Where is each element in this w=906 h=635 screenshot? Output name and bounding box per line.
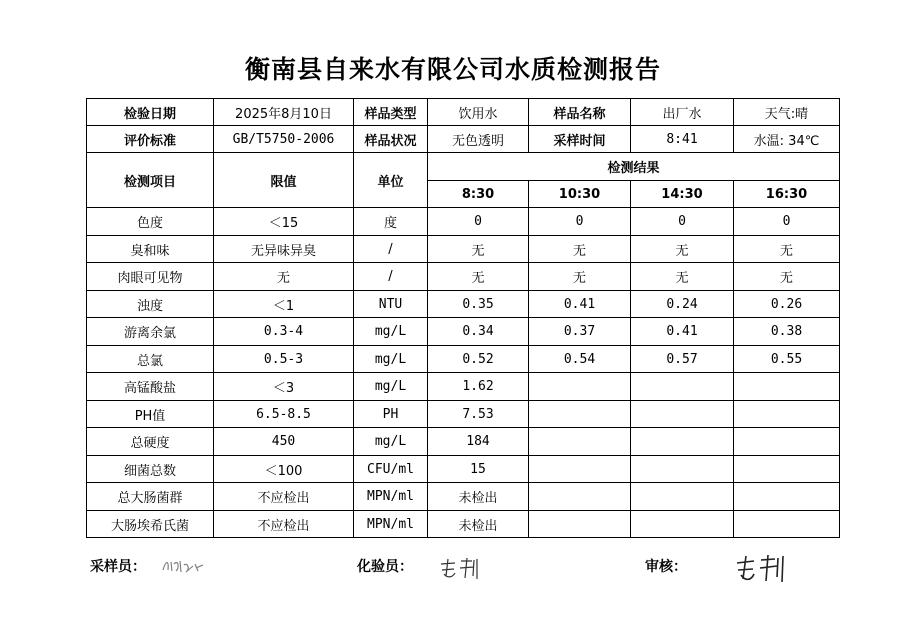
result-value: 0.57 xyxy=(631,346,734,373)
result-value xyxy=(734,456,840,483)
time-header: 16:30 xyxy=(734,181,840,208)
result-value: 184 xyxy=(428,428,529,456)
limit-value: 无异味异臭 xyxy=(214,236,354,263)
limit-value: ＜3 xyxy=(214,373,354,401)
result-value xyxy=(631,373,734,401)
result-value xyxy=(529,456,631,483)
result-value: 无 xyxy=(734,236,840,263)
unit-value: / xyxy=(354,263,428,291)
table-row xyxy=(87,208,840,236)
tester-label: 化验员： xyxy=(357,559,413,575)
sampler-signature xyxy=(160,556,206,576)
limit-value: 6.5-8.5 xyxy=(214,401,354,428)
result-value xyxy=(529,373,631,401)
result-value: 0.38 xyxy=(734,318,840,346)
result-value: 无 xyxy=(631,263,734,291)
column-header-row xyxy=(87,153,840,181)
reviewer-label: 审核： xyxy=(645,559,687,575)
sample-name-value: 出厂水 xyxy=(631,99,734,126)
result-value: 15 xyxy=(428,456,529,483)
result-value: 无 xyxy=(428,263,529,291)
result-value xyxy=(631,401,734,428)
table-row xyxy=(87,373,840,401)
item-name: 游离余氯 xyxy=(87,318,214,346)
time-header: 8:30 xyxy=(428,181,529,208)
item-name: 浊度 xyxy=(87,291,214,318)
limit-value: 0.3-4 xyxy=(214,318,354,346)
result-value: 无 xyxy=(734,263,840,291)
result-value: 0.26 xyxy=(734,291,840,318)
result-value: 0.34 xyxy=(428,318,529,346)
time-header: 14:30 xyxy=(631,181,734,208)
item-name: 总大肠菌群 xyxy=(87,483,214,511)
unit-value: NTU xyxy=(354,291,428,318)
reviewer-signature xyxy=(732,553,788,585)
table-row xyxy=(87,428,840,456)
result-value xyxy=(631,428,734,456)
table-row xyxy=(87,456,840,483)
item-name: 细菌总数 xyxy=(87,456,214,483)
sample-name-label: 样品名称 xyxy=(529,99,631,126)
result-value: 7.53 xyxy=(428,401,529,428)
unit-value: mg/L xyxy=(354,318,428,346)
table-row xyxy=(87,346,840,373)
result-value: 未检出 xyxy=(428,483,529,511)
table-row xyxy=(87,263,840,291)
sample-state-value: 无色透明 xyxy=(428,126,529,153)
weather-value: 天气:晴 xyxy=(734,99,840,126)
result-value xyxy=(734,373,840,401)
item-name: 大肠埃希氏菌 xyxy=(87,511,214,538)
limit-value: 450 xyxy=(214,428,354,456)
result-value: 0 xyxy=(428,208,529,236)
result-value: 0 xyxy=(734,208,840,236)
unit-column-header: 单位 xyxy=(354,153,428,208)
result-value xyxy=(529,401,631,428)
tester-signature xyxy=(436,556,482,582)
unit-value: MPN/ml xyxy=(354,511,428,538)
limit-value: 不应检出 xyxy=(214,511,354,538)
limit-value: 0.5-3 xyxy=(214,346,354,373)
result-value xyxy=(529,428,631,456)
item-name: 色度 xyxy=(87,208,214,236)
unit-value: / xyxy=(354,236,428,263)
table-row xyxy=(87,236,840,263)
item-name: 总硬度 xyxy=(87,428,214,456)
table-row xyxy=(87,511,840,538)
item-name: 臭和味 xyxy=(87,236,214,263)
standard-value: GB/T5750-2006 xyxy=(214,126,354,153)
water-temp-value: 水温: 34℃ xyxy=(734,126,840,153)
date-label: 检验日期 xyxy=(87,99,214,126)
result-value: 无 xyxy=(529,236,631,263)
limit-value: ＜100 xyxy=(214,456,354,483)
result-value: 无 xyxy=(631,236,734,263)
results-column-header: 检测结果 xyxy=(428,153,840,181)
unit-value: MPN/ml xyxy=(354,483,428,511)
result-value xyxy=(631,456,734,483)
result-value xyxy=(734,428,840,456)
result-value: 0 xyxy=(529,208,631,236)
item-name: PH值 xyxy=(87,401,214,428)
header-row-standard xyxy=(87,126,840,153)
result-value xyxy=(529,483,631,511)
sample-state-label: 样品状况 xyxy=(354,126,428,153)
item-name: 高锰酸盐 xyxy=(87,373,214,401)
table-row xyxy=(87,401,840,428)
table-row xyxy=(87,291,840,318)
unit-value: mg/L xyxy=(354,373,428,401)
result-value: 0.24 xyxy=(631,291,734,318)
unit-value: CFU/ml xyxy=(354,456,428,483)
unit-value: mg/L xyxy=(354,428,428,456)
unit-value: mg/L xyxy=(354,346,428,373)
result-value xyxy=(734,483,840,511)
result-value: 未检出 xyxy=(428,511,529,538)
table-row xyxy=(87,483,840,511)
result-value: 0.37 xyxy=(529,318,631,346)
result-value: 无 xyxy=(529,263,631,291)
header-row-date xyxy=(87,99,840,126)
limit-value: 不应检出 xyxy=(214,483,354,511)
result-value xyxy=(631,483,734,511)
time-header: 10:30 xyxy=(529,181,631,208)
sampling-time-label: 采样时间 xyxy=(529,126,631,153)
result-value xyxy=(734,401,840,428)
limit-value: ＜15 xyxy=(214,208,354,236)
limit-value: 无 xyxy=(214,263,354,291)
item-name: 肉眼可见物 xyxy=(87,263,214,291)
unit-value: PH xyxy=(354,401,428,428)
item-name: 总氯 xyxy=(87,346,214,373)
item-column-header: 检测项目 xyxy=(87,153,214,208)
table-row xyxy=(87,318,840,346)
unit-value: 度 xyxy=(354,208,428,236)
sample-type-label: 样品类型 xyxy=(354,99,428,126)
result-value: 0.55 xyxy=(734,346,840,373)
result-value: 无 xyxy=(428,236,529,263)
standard-label: 评价标准 xyxy=(87,126,214,153)
result-value: 0.52 xyxy=(428,346,529,373)
result-value: 0.41 xyxy=(529,291,631,318)
result-value xyxy=(631,511,734,538)
date-value: 2025年8月10日 xyxy=(214,99,354,126)
sample-type-value: 饮用水 xyxy=(428,99,529,126)
sampler-label: 采样员： xyxy=(90,559,146,575)
result-value: 1.62 xyxy=(428,373,529,401)
result-value xyxy=(734,511,840,538)
result-value: 0.54 xyxy=(529,346,631,373)
limit-column-header: 限值 xyxy=(214,153,354,208)
result-value: 0 xyxy=(631,208,734,236)
limit-value: ＜1 xyxy=(214,291,354,318)
water-quality-table xyxy=(86,98,840,538)
report-title: 衡南县自来水有限公司水质检测报告 xyxy=(244,55,661,84)
result-value: 0.35 xyxy=(428,291,529,318)
result-value: 0.41 xyxy=(631,318,734,346)
sampling-time-value: 8:41 xyxy=(631,126,734,153)
result-value xyxy=(529,511,631,538)
